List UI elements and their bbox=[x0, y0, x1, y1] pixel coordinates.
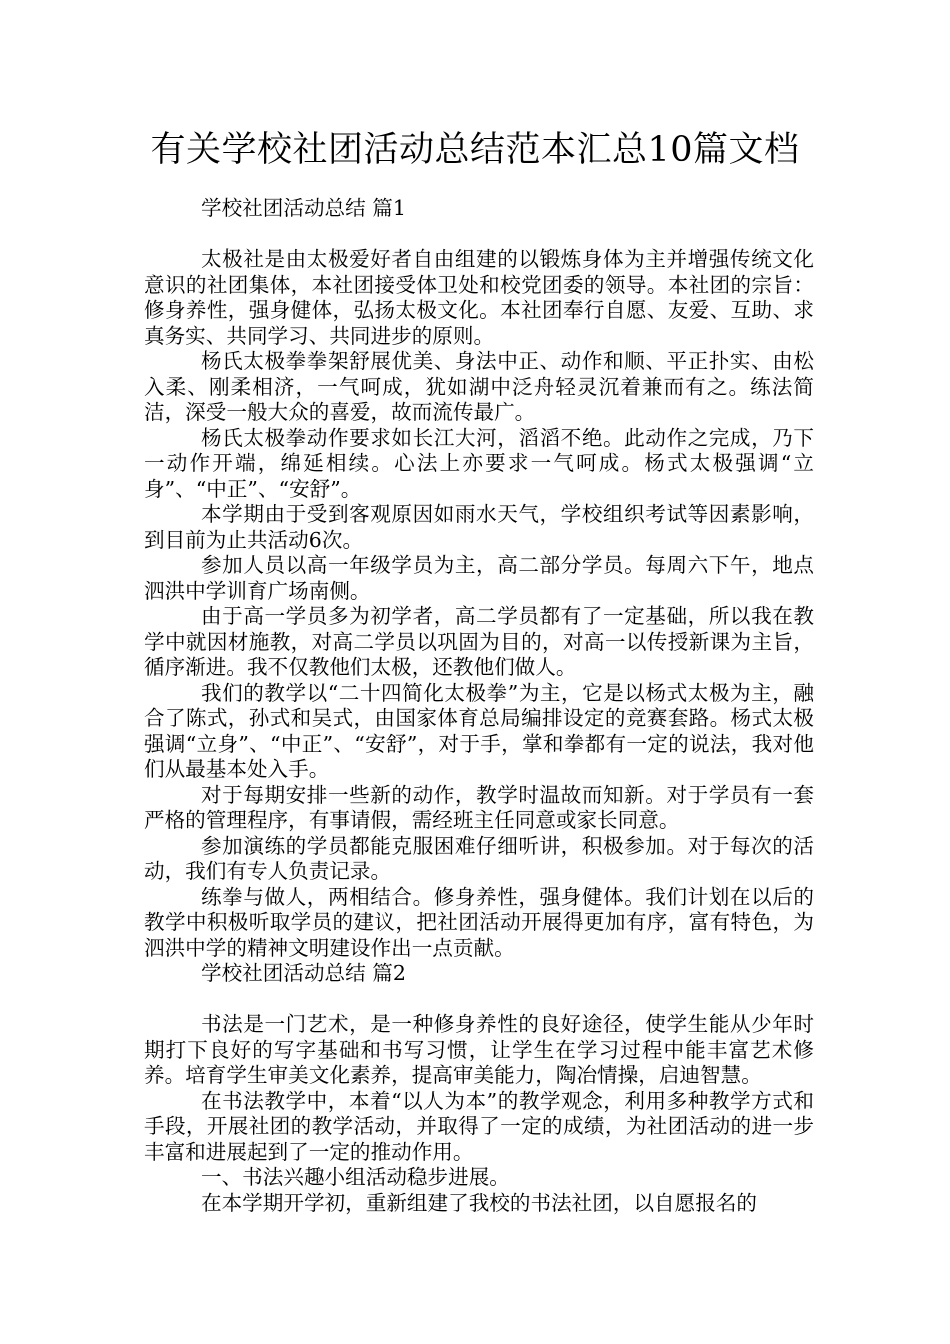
paragraph: 参加演练的学员都能克服困难仔细听讲，积极参加。对于每次的活动，我们有专人负责记录。 bbox=[144, 833, 814, 883]
paragraph: 我们的教学以“二十四简化太极拳”为主，它是以杨式太极为主，融合了陈式，孙式和吴式，由国家体育总局编排设定的竞赛套路。杨式太极强调“立身”、“中正”、“安舒”，对于手，掌和拳都有一定的说法，我对他们从最基本处入手。 bbox=[144, 680, 814, 781]
paragraph: 参加人员以高一年级学员为主，高二部分学员。每周六下午，地点泗洪中学训育广场南侧。 bbox=[144, 553, 814, 603]
paragraph: 练拳与做人，两相结合。修身养性，强身健体。我们计划在以后的教学中积极听取学员的建议，把社团活动开展得更加有序，富有特色，为泗洪中学的精神文明建设作出一点贡献。 bbox=[144, 884, 814, 960]
paragraph: 由于高一学员多为初学者，高二学员都有了一定基础，所以我在教学中就因材施教，对高二学员以巩固为目的，对高一以传授新课为主旨，循序渐进。我不仅教他们太极，还教他们做人。 bbox=[144, 604, 814, 679]
blank-line bbox=[144, 222, 814, 248]
paragraph: 本学期由于受到客观原因如雨水天气，学校组织考试等因素影响，到目前为止共活动6次。 bbox=[144, 502, 814, 552]
document-body bbox=[144, 196, 814, 1216]
paragraph: 太极社是由太极爱好者自由组建的以锻炼身体为主并增强传统文化意识的社团集体，本社团接受体卫处和校党团委的领导。本社团的宗旨：修身养性，强身健体，弘扬太极文化。本社团奉行自愿、友爱、互助、求真务实、共同学习、共同进步的原则。 bbox=[144, 247, 814, 348]
document-title: 有关学校社团活动总结范本汇总10篇文档 bbox=[150, 130, 800, 170]
paragraph: 杨氏太极拳拳架舒展优美、身法中正、动作和顺、平正扑实、由松入柔、刚柔相济，一气呵成，犹如湖中泛舟轻灵沉着兼而有之。练法简洁，深受一般大众的喜爱，故而流传最广。 bbox=[144, 349, 814, 424]
section-1-heading: 学校社团活动总结 篇1 bbox=[201, 196, 406, 220]
paragraph: 对于每期安排一些新的动作，教学时温故而知新。对于学员有一套严格的管理程序，有事请假，需经班主任同意或家长同意。 bbox=[144, 782, 814, 832]
paragraph: 书法是一门艺术，是一种修身养性的良好途径，使学生能从少年时期打下良好的写字基础和书写习惯，让学生在学习过程中能丰富艺术修养。培育学生审美文化素养，提高审美能力，陶冶情操，启迪智慧。 bbox=[144, 1012, 814, 1087]
section-2-heading: 学校社团活动总结 篇2 bbox=[201, 961, 406, 985]
paragraph: 在本学期开学初，重新组建了我校的书法社团，以自愿报名的 bbox=[201, 1190, 758, 1215]
paragraph: 杨氏太极拳动作要求如长江大河，滔滔不绝。此动作之完成，乃下一动作开端，绵延相续。心法上亦要求一气呵成。杨式太极强调“立身”、“中正”、“安舒”。 bbox=[144, 425, 814, 501]
paragraph: 一、书法兴趣小组活动稳步进展。 bbox=[201, 1165, 510, 1189]
blank-line bbox=[144, 987, 814, 1013]
paragraph: 在书法教学中，本着“以人为本”的教学观念，利用多种教学方式和手段，开展社团的教学活动，并取得了一定的成绩，为社团活动的进一步丰富和进展起到了一定的推动作用。 bbox=[144, 1088, 814, 1164]
